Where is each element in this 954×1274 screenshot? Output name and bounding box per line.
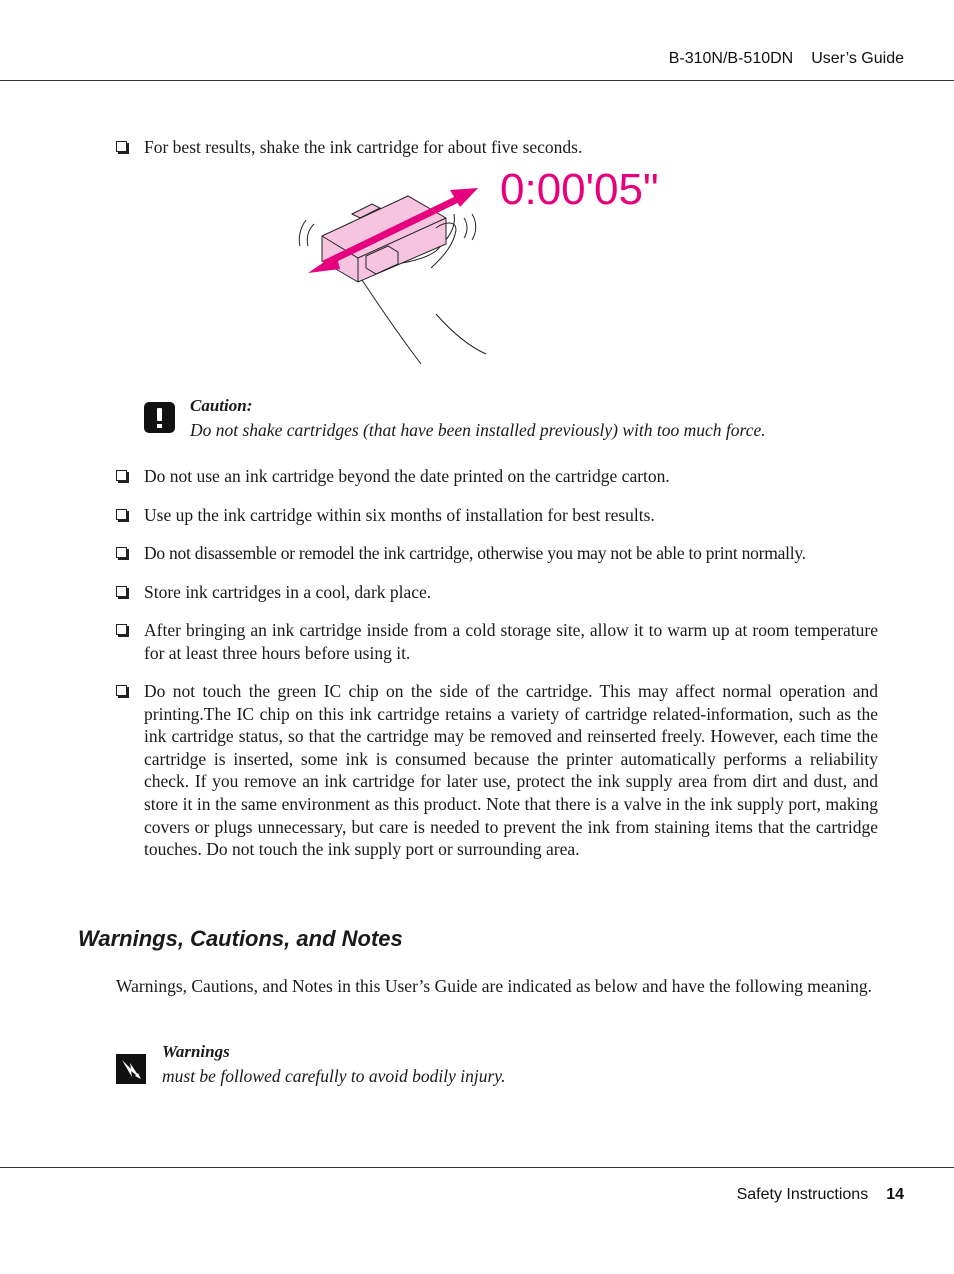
list-item-text: Do not touch the green IC chip on the side of the cartridge. This may affect normal operation and printing.The IC chip on this ink cartridge retains a variety of cartridge related-information, such as the ink cartridge status, so that the cartridge may be removed and reinserted freely. However, each time the cartridge is inserted, some ink is consumed because the printer automatically performs a reliability check. If you remove an ink cartridge for later use, protect the ink supply area from dirt and dust, and store it in the same environment as this product. Note that there is a valve in the ink supply port, making covers or plugs unnecessary, but care is needed to prevent the ink from staining items that the cartridge touches. Do not touch the ink supply port or surrounding area. xyxy=(144,681,878,860)
list-item xyxy=(116,619,878,664)
section-heading: Warnings, Cautions, and Notes xyxy=(78,926,403,951)
list-item-text: For best results, shake the ink cartridge for about five seconds. xyxy=(144,137,583,157)
checkbox-bullet-icon xyxy=(116,141,127,152)
lightning-bolt-icon xyxy=(116,1054,146,1084)
list-item xyxy=(116,581,878,604)
header-model: B-310N/B-510DN xyxy=(668,50,794,67)
header-guide-title: User’s Guide xyxy=(811,50,904,67)
shake-cartridge-illustration xyxy=(296,166,676,368)
checkbox-bullet-icon xyxy=(116,470,127,481)
list-item xyxy=(116,504,878,527)
checkbox-bullet-icon xyxy=(116,685,127,696)
list-item-text: After bringing an ink cartridge inside from a cold storage site, allow it to warm up at room temperature for at least three hours before using it. xyxy=(144,620,878,663)
caution-text: Do not shake cartridges (that have been installed previously) with too much force. xyxy=(190,420,766,440)
running-header xyxy=(669,50,904,68)
header-rule xyxy=(0,80,954,81)
warning-text: must be followed carefully to avoid bodily injury. xyxy=(162,1066,506,1086)
list-item xyxy=(116,542,878,565)
section-intro: Warnings, Cautions, and Notes in this User’s Guide are indicated as below and have the following meaning. xyxy=(116,976,872,996)
list-item xyxy=(116,136,878,159)
warning-icon xyxy=(116,1054,146,1084)
footer-rule xyxy=(0,1167,954,1168)
list-item xyxy=(116,680,878,861)
warning-title: Warnings xyxy=(162,1042,230,1061)
list-item-text: Use up the ink cartridge within six months of installation for best results. xyxy=(144,505,655,525)
list-item xyxy=(116,465,878,488)
footer-section: Safety Instructions xyxy=(736,1186,869,1203)
checkbox-bullet-icon xyxy=(116,624,127,635)
page-number: 14 xyxy=(886,1186,904,1203)
checkbox-bullet-icon xyxy=(116,509,127,520)
caution-icon xyxy=(144,402,175,433)
checkbox-bullet-icon xyxy=(116,586,127,597)
shake-timer-label: 0:00'05" xyxy=(500,165,659,214)
list-item-text: Store ink cartridges in a cool, dark place. xyxy=(144,582,432,602)
running-footer xyxy=(737,1186,904,1204)
caution-title: Caution: xyxy=(190,396,253,415)
checkbox-bullet-icon xyxy=(116,547,127,558)
list-item-text: Do not use an ink cartridge beyond the date printed on the cartridge carton. xyxy=(144,466,670,486)
list-item-text: Do not disassemble or remodel the ink cartridge, otherwise you may not be able to print normally. xyxy=(144,543,806,563)
ink-cartridge-icon xyxy=(322,196,446,282)
